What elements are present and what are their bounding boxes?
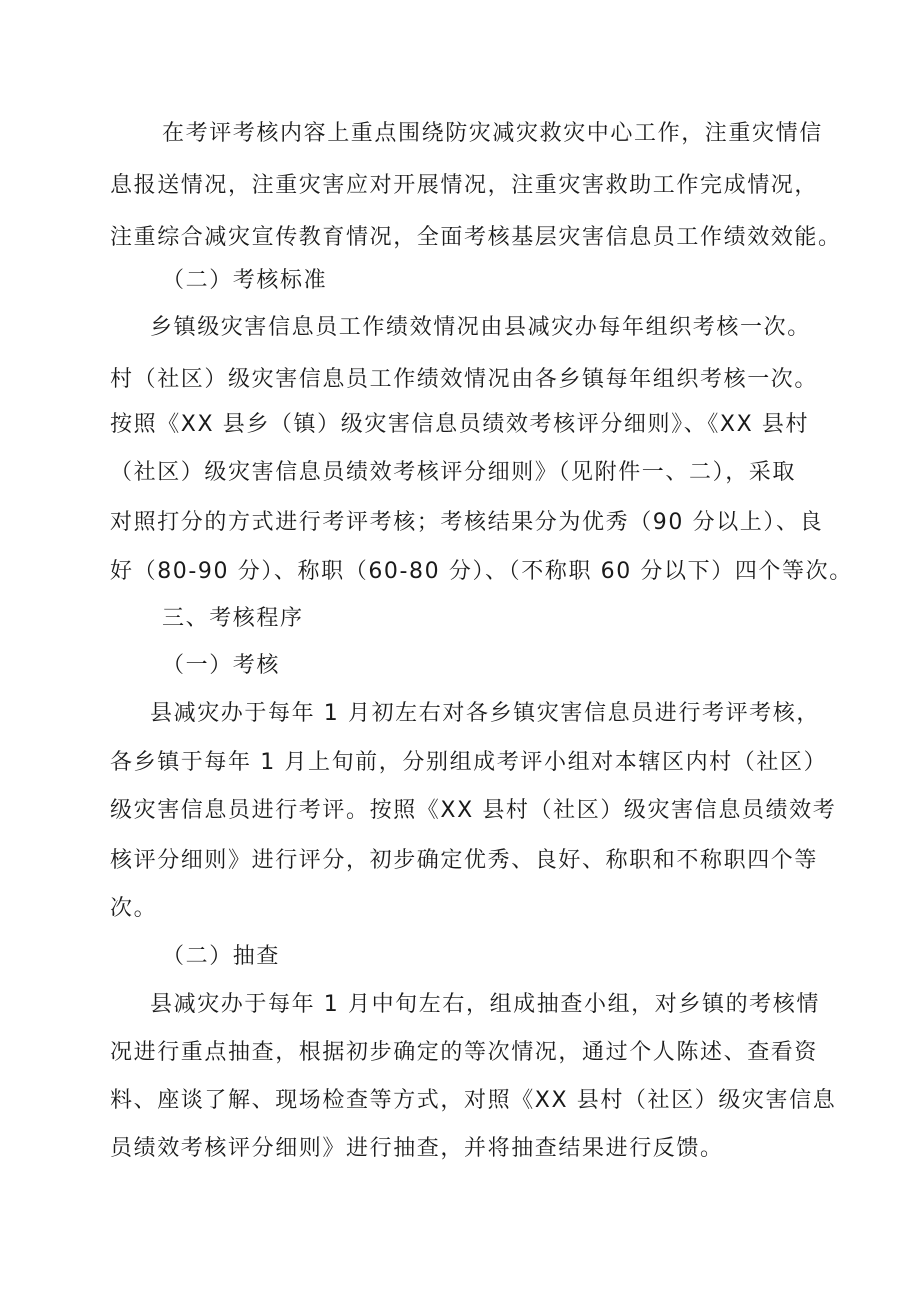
paragraph-line: 对照打分的方式进行考评考核；考核结果分为优秀（90 分以上）、良 xyxy=(110,510,824,535)
paragraph-line: （社区）级灾害信息员绩效考核评分细则》（见附件一、二），采取 xyxy=(110,460,797,485)
paragraph-line: 况进行重点抽查，根据初步确定的等次情况，通过个人陈述、查看资 xyxy=(110,1040,819,1065)
paragraph-line: 各乡镇于每年 1 月上旬前，分别组成考评小组对本辖区内村（社区） xyxy=(110,750,828,775)
section-heading: （一）考核 xyxy=(162,653,281,678)
paragraph-line: 次。 xyxy=(110,896,158,921)
paragraph-line: 县减灾办于每年 1 月中旬左右，组成抽查小组，对乡镇的考核情 xyxy=(150,992,820,1017)
paragraph-line: 核评分细则》进行评分，初步确定优秀、良好、称职和不称职四个等 xyxy=(110,848,819,873)
paragraph-line: 息报送情况，注重灾害应对开展情况，注重灾害救助工作完成情况， xyxy=(110,173,819,198)
paragraph-line: 村（社区）级灾害信息员工作绩效情况由各乡镇每年组织考核一次。 xyxy=(110,367,819,392)
paragraph-line: 注重综合减灾宣传教育情况，全面考核基层灾害信息员工作绩效效能。 xyxy=(110,225,842,250)
paragraph-line: 按照《XX 县乡（镇）级灾害信息员绩效考核评分细则》、《XX 县村 xyxy=(110,412,810,437)
paragraph-line: 好（80-90 分）、称职（60-80 分）、（不称职 60 分以下）四个等次。 xyxy=(110,559,853,584)
section-heading: 三、考核程序 xyxy=(162,606,304,631)
section-heading: （二）考核标准 xyxy=(162,268,328,293)
paragraph-line: 乡镇级灾害信息员工作绩效情况由县减灾办每年组织考核一次。 xyxy=(150,315,811,340)
paragraph-line: 县减灾办于每年 1 月初左右对各乡镇灾害信息员进行考评考核， xyxy=(150,701,820,726)
paragraph-line: 在考评考核内容上重点围绕防灾减灾救灾中心工作，注重灾情信 xyxy=(162,121,823,146)
paragraph-line: 级灾害信息员进行考评。按照《XX 县村（社区）级灾害信息员绩效考 xyxy=(110,798,837,823)
section-heading: （二）抽查 xyxy=(162,944,281,969)
paragraph-line: 料、座谈了解、现场检查等方式，对照《XX 县村（社区）级灾害信息 xyxy=(110,1088,837,1113)
paragraph-line: 员绩效考核评分细则》进行抽查，并将抽查结果进行反馈。 xyxy=(110,1136,724,1161)
